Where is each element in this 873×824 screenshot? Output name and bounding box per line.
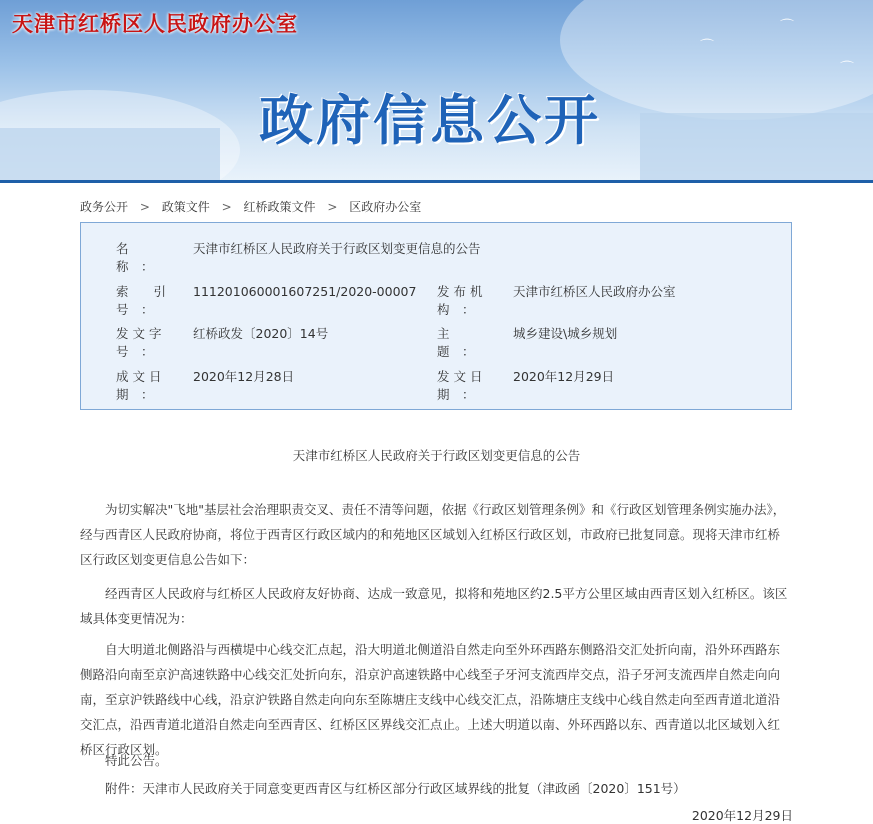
breadcrumb (80, 198, 421, 215)
bird-icon: ⌒ (700, 39, 714, 55)
published-date-label: 发 文 日 期 ： (437, 369, 483, 402)
index-label: 索 引 号 ： (116, 284, 167, 317)
banner-cloud-decoration (560, 0, 873, 120)
page-title: 政府信息公开 (259, 89, 601, 152)
bird-icon: ⌒ (780, 19, 794, 35)
breadcrumb-item-gov-affairs[interactable]: 政务公开 (80, 200, 129, 214)
doc-number-label: 发 文 字 号 ： (116, 326, 162, 359)
banner-divider (0, 180, 873, 183)
doc-number-value: 红桥政发〔2020〕14号 (193, 326, 329, 341)
site-title[interactable]: 天津市红桥区人民政府办公室 (12, 12, 298, 36)
breadcrumb-separator: > (139, 200, 150, 214)
header-banner (0, 0, 873, 183)
bird-icon: ⌒ (840, 61, 854, 77)
article-signature-date: 2020年12月29日 (691, 808, 793, 823)
breadcrumb-separator: > (327, 200, 338, 214)
published-date-value: 2020年12月29日 (513, 369, 615, 384)
document-metadata-box (80, 222, 792, 410)
article-paragraph: 为切实解决"飞地"基层社会治理职责交叉、责任不清等问题，依据《行政区划管理条例》和《行政区划管理条例实施办法》，经与西青区人民政府协商，将位于西青区行政区域内的和苑地区区域划入红桥区行政区划，市政府已批复同意。现将天津市红桥区行政区划变更信息公告如下： (80, 502, 786, 567)
topic-label: 主 题 ： (437, 326, 475, 359)
breadcrumb-item-policy-docs[interactable]: 政策文件 (161, 200, 210, 214)
name-value: 天津市红桥区人民政府关于行政区划变更信息的公告 (193, 241, 481, 256)
publisher-label: 发 布 机 构 ： (437, 284, 483, 317)
created-date-label: 成 文 日 期 ： (116, 369, 162, 402)
banner-city-decoration (0, 128, 220, 183)
banner-city-decoration (640, 113, 873, 183)
article-paragraph: 经西青区人民政府与红桥区人民政府友好协商、达成一致意见，拟将和苑地区约2.5平方公里区域由西青区划入红桥区。该区域具体变更情况为： (80, 586, 788, 626)
attachment-link[interactable]: 附件：天津市人民政府关于同意变更西青区与红桥区部分行政区域界线的批复（津政函〔2020〕151号） (105, 781, 686, 796)
index-value: 111201060001607251/2020-00007 (193, 284, 417, 299)
article-paragraph: 特此公告。 (105, 753, 168, 768)
created-date-value: 2020年12月28日 (193, 369, 295, 384)
article-paragraph: 自大明道北侧路沿与西横堤中心线交汇点起，沿大明道北侧道沿自然走向至外环西路东侧路沿交汇处折向南，沿外环西路东侧路沿向南至京沪高速铁路中心线交汇处折向东，沿京沪高速铁路中心线至子牙河支流西岸交点，沿子牙河支流西岸自然走向向南，至京沪铁路线中心线，沿京沪铁路自然走向向东至陈塘庄支线中心线交汇点，沿陈塘庄支线中心线自然走向至西青道北道沿交汇点，沿西青道北道沿自然走向至西青区、红桥区区界线交汇点止。上述大明道以南、外环西路以东、西青道以北区域划入红桥区行政区划。 (80, 642, 781, 757)
name-label: 名 称 ： (116, 241, 154, 274)
article-title: 天津市红桥区人民政府关于行政区划变更信息的公告 (292, 448, 581, 463)
topic-value: 城乡建设\城乡规划 (513, 326, 618, 341)
breadcrumb-item-district-office[interactable]: 区政府办公室 (349, 200, 422, 214)
breadcrumb-separator: > (221, 200, 232, 214)
publisher-value: 天津市红桥区人民政府办公室 (513, 284, 676, 299)
breadcrumb-item-hongqiao-policy[interactable]: 红桥政策文件 (243, 200, 316, 214)
